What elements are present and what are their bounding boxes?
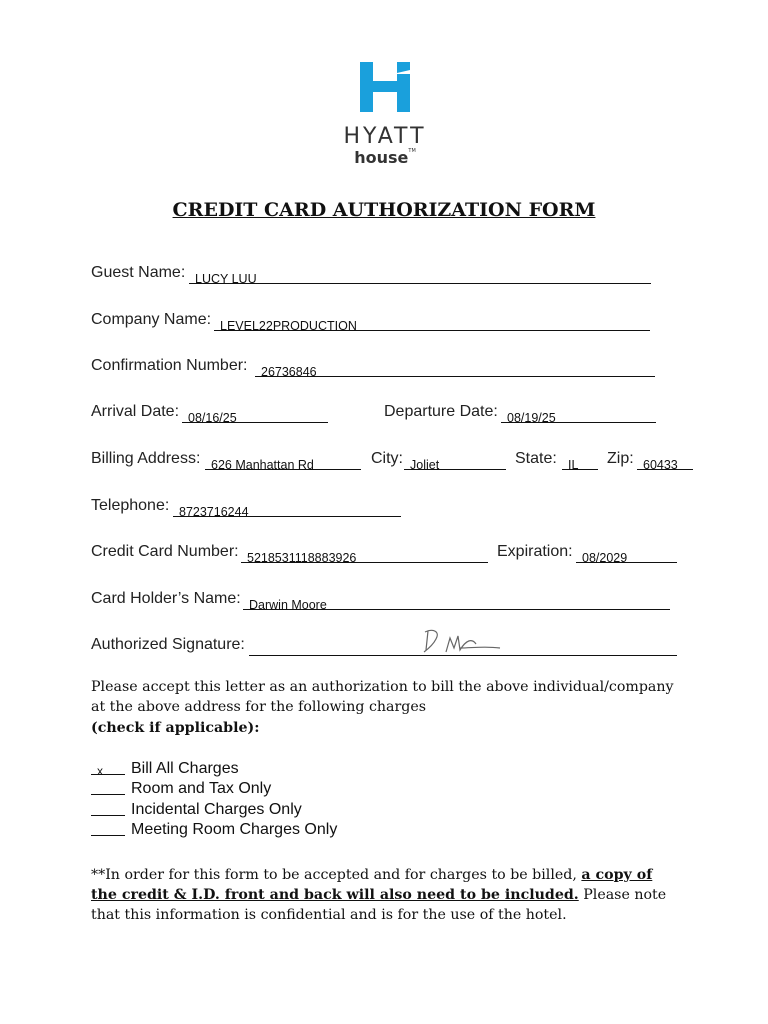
charge-checkbox[interactable] [91,820,125,836]
company-name-field[interactable] [214,311,650,331]
arrival-date-label: Arrival Date: [91,403,180,420]
state-label: State: [515,450,557,467]
guest-name-value: LUCY LUU [195,272,257,286]
charge-checkbox[interactable] [91,779,125,795]
authorized-signature-label: Authorized Signature: [91,636,245,653]
handwritten-signature-icon [420,626,506,658]
departure-date-value: 08/19/25 [507,411,556,425]
charge-option-meeting-room[interactable] [91,820,337,839]
hyatt-logo-mark-icon [330,58,440,118]
logo-sub-text: house™ [354,148,416,167]
credit-card-number-label: Credit Card Number: [91,543,239,560]
logo-brand-text: HYATT [343,124,427,149]
state-value: IL [568,458,579,472]
billing-address-label: Billing Address: [91,450,201,467]
charge-option-room-tax[interactable] [91,779,271,798]
card-holder-name-value: Darwin Moore [249,598,327,612]
arrival-date-value: 08/16/25 [188,411,237,425]
notice-emphasis: a copy of the credit & I.D. front and back will also need to be included. [91,867,653,903]
credit-card-number-value: 5218531118883926 [247,551,357,565]
company-name-value: LEVEL22PRODUCTION [220,319,357,333]
card-holder-name-label: Card Holder’s Name: [91,590,241,607]
hyatt-house-logo [330,58,440,168]
city-field[interactable] [404,450,506,470]
city-value: Joliet [410,458,440,472]
expiration-field[interactable] [576,543,677,563]
credit-card-number-field[interactable] [241,543,488,563]
confirmation-number-field[interactable] [255,357,655,377]
charge-label: Incidental Charges Only [131,801,302,818]
telephone-value: 8723716244 [179,505,249,519]
check-hint-text: (check if applicable): [91,720,260,736]
notice-text: **In order for this form to be accepted and for charges to be billed, a copy of the credit & I.D. front and back will also need to be included. Please note that this information is confidential and is for the use of the hotel. [91,867,667,923]
charge-label: Room and Tax Only [131,780,272,797]
charge-checkbox[interactable] [91,800,125,816]
telephone-field[interactable] [173,497,401,517]
authorization-text: Please accept this letter as an authorization to bill the above individual/company at the above address for the following charges [91,679,674,715]
expiration-value: 08/2029 [582,551,628,565]
billing-address-field[interactable] [205,450,361,470]
guest-name-field[interactable] [189,264,651,284]
state-field[interactable] [562,450,598,470]
zip-value: 60433 [643,458,678,472]
company-name-label: Company Name: [91,311,212,328]
arrival-date-field[interactable] [182,403,328,423]
guest-name-label: Guest Name: [91,264,186,281]
zip-label: Zip: [607,450,634,467]
billing-address-value: 626 Manhattan Rd [211,458,314,472]
charge-option-incidental[interactable] [91,800,302,819]
telephone-label: Telephone: [91,497,170,514]
form-title: CREDIT CARD AUTHORIZATION FORM [172,199,596,221]
departure-date-field[interactable] [501,403,656,423]
charge-option-bill-all[interactable] [91,759,239,778]
expiration-label: Expiration: [497,543,573,560]
confirmation-number-label: Confirmation Number: [91,357,248,374]
departure-date-label: Departure Date: [384,403,498,420]
charge-checkbox[interactable]: x [91,759,125,775]
charge-label: Bill All Charges [131,760,239,777]
zip-field[interactable] [637,450,693,470]
confirmation-number-value: 26736846 [261,365,317,379]
city-label: City: [371,450,403,467]
charge-label: Meeting Room Charges Only [131,821,338,838]
card-holder-name-field[interactable] [243,590,670,610]
